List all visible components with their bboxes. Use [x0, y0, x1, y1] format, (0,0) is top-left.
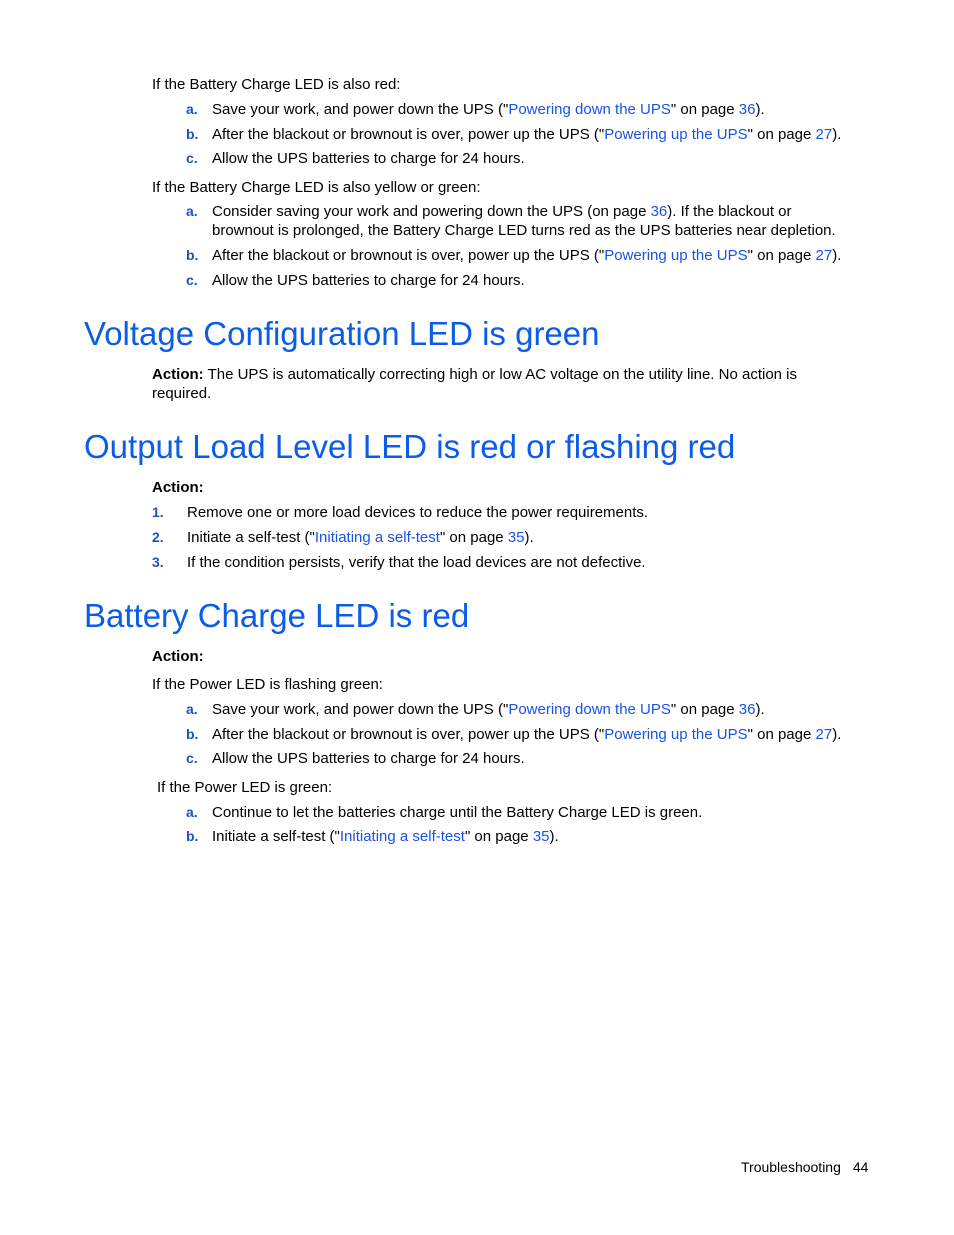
- link-page[interactable]: 36: [738, 101, 756, 118]
- list-text: Initiate a self-test ("Initiating a self-test" on page 35).: [187, 529, 534, 546]
- list-marker: a.: [186, 203, 198, 219]
- link-self-test[interactable]: Initiating a self-test: [314, 529, 440, 546]
- link-page[interactable]: 27: [815, 126, 833, 143]
- link-powering-up[interactable]: Powering up the UPS: [604, 726, 748, 743]
- link-page[interactable]: 27: [815, 247, 833, 264]
- link-page[interactable]: 35: [507, 529, 525, 546]
- page-footer: [741, 1159, 868, 1175]
- page-number: 44: [852, 1159, 869, 1175]
- link-self-test[interactable]: Initiating a self-test: [339, 828, 465, 845]
- link-page[interactable]: 36: [738, 701, 756, 718]
- list-marker: b.: [186, 247, 199, 263]
- link-powering-up[interactable]: Powering up the UPS: [604, 126, 748, 143]
- action-label: Action:: [152, 366, 204, 383]
- list-text: Continue to let the batteries charge until the Battery Charge LED is green.: [212, 804, 703, 821]
- list-marker: c.: [186, 750, 198, 766]
- link-powering-up[interactable]: Powering up the UPS: [604, 247, 748, 264]
- intro-green: If the Power LED is green:: [157, 779, 333, 796]
- list-text: Save your work, and power down the UPS ("Powering down the UPS" on page 36).: [212, 701, 765, 718]
- list-marker: 3.: [152, 554, 164, 570]
- list-marker: b.: [186, 126, 199, 142]
- list-text: Save your work, and power down the UPS ("Powering down the UPS" on page 36).: [212, 101, 765, 118]
- list-text: After the blackout or brownout is over, power up the UPS ("Powering up the UPS" on page 27).: [212, 126, 842, 143]
- list-text: Remove one or more load devices to reduce the power requirements.: [187, 504, 649, 521]
- action-text: The UPS is automatically correcting high or low AC voltage on the utility line. No action is required.: [152, 366, 798, 402]
- footer-section: Troubleshooting: [741, 1159, 841, 1175]
- list-marker: a.: [186, 804, 198, 820]
- list-marker: c.: [186, 272, 198, 288]
- list-text: Allow the UPS batteries to charge for 24 hours.: [212, 150, 525, 167]
- list-text: Initiate a self-test ("Initiating a self-test" on page 35).: [212, 828, 559, 845]
- link-powering-down[interactable]: Powering down the UPS: [508, 101, 671, 118]
- heading-battery-charge: Battery Charge LED is red: [84, 597, 470, 634]
- list-text: Allow the UPS batteries to charge for 24 hours.: [212, 272, 525, 289]
- list-text: Consider saving your work and powering down the UPS (on page 36). If the blackout or brownout is prolonged, the Battery Charge LED turns red as the UPS batteries near depletion.: [212, 203, 836, 239]
- intro-red: If the Battery Charge LED is also red:: [152, 76, 401, 93]
- intro-yellow: If the Battery Charge LED is also yellow or green:: [152, 179, 481, 196]
- list-marker: a.: [186, 101, 198, 117]
- list-marker: 1.: [152, 504, 164, 520]
- action-label: Action:: [152, 648, 204, 665]
- link-powering-down[interactable]: Powering down the UPS: [508, 701, 671, 718]
- heading-voltage: Voltage Configuration LED is green: [84, 315, 600, 352]
- heading-output-load: Output Load Level LED is red or flashing red: [84, 428, 736, 465]
- list-marker: 2.: [152, 529, 164, 545]
- link-page[interactable]: 35: [532, 828, 550, 845]
- list-text: After the blackout or brownout is over, power up the UPS ("Powering up the UPS" on page 27).: [212, 247, 842, 264]
- list-text: If the condition persists, verify that the load devices are not defective.: [187, 554, 646, 571]
- intro-flashing: If the Power LED is flashing green:: [152, 676, 383, 693]
- list-text: After the blackout or brownout is over, power up the UPS ("Powering up the UPS" on page 27).: [212, 726, 842, 743]
- link-page[interactable]: 36: [650, 203, 668, 220]
- list-marker: b.: [186, 828, 199, 844]
- voltage-action: [152, 365, 832, 403]
- link-page[interactable]: 27: [815, 726, 833, 743]
- action-label: Action:: [152, 479, 204, 496]
- list-marker: c.: [186, 150, 198, 166]
- list-marker: b.: [186, 726, 199, 742]
- list-text: Allow the UPS batteries to charge for 24 hours.: [212, 750, 525, 767]
- list-marker: a.: [186, 701, 198, 717]
